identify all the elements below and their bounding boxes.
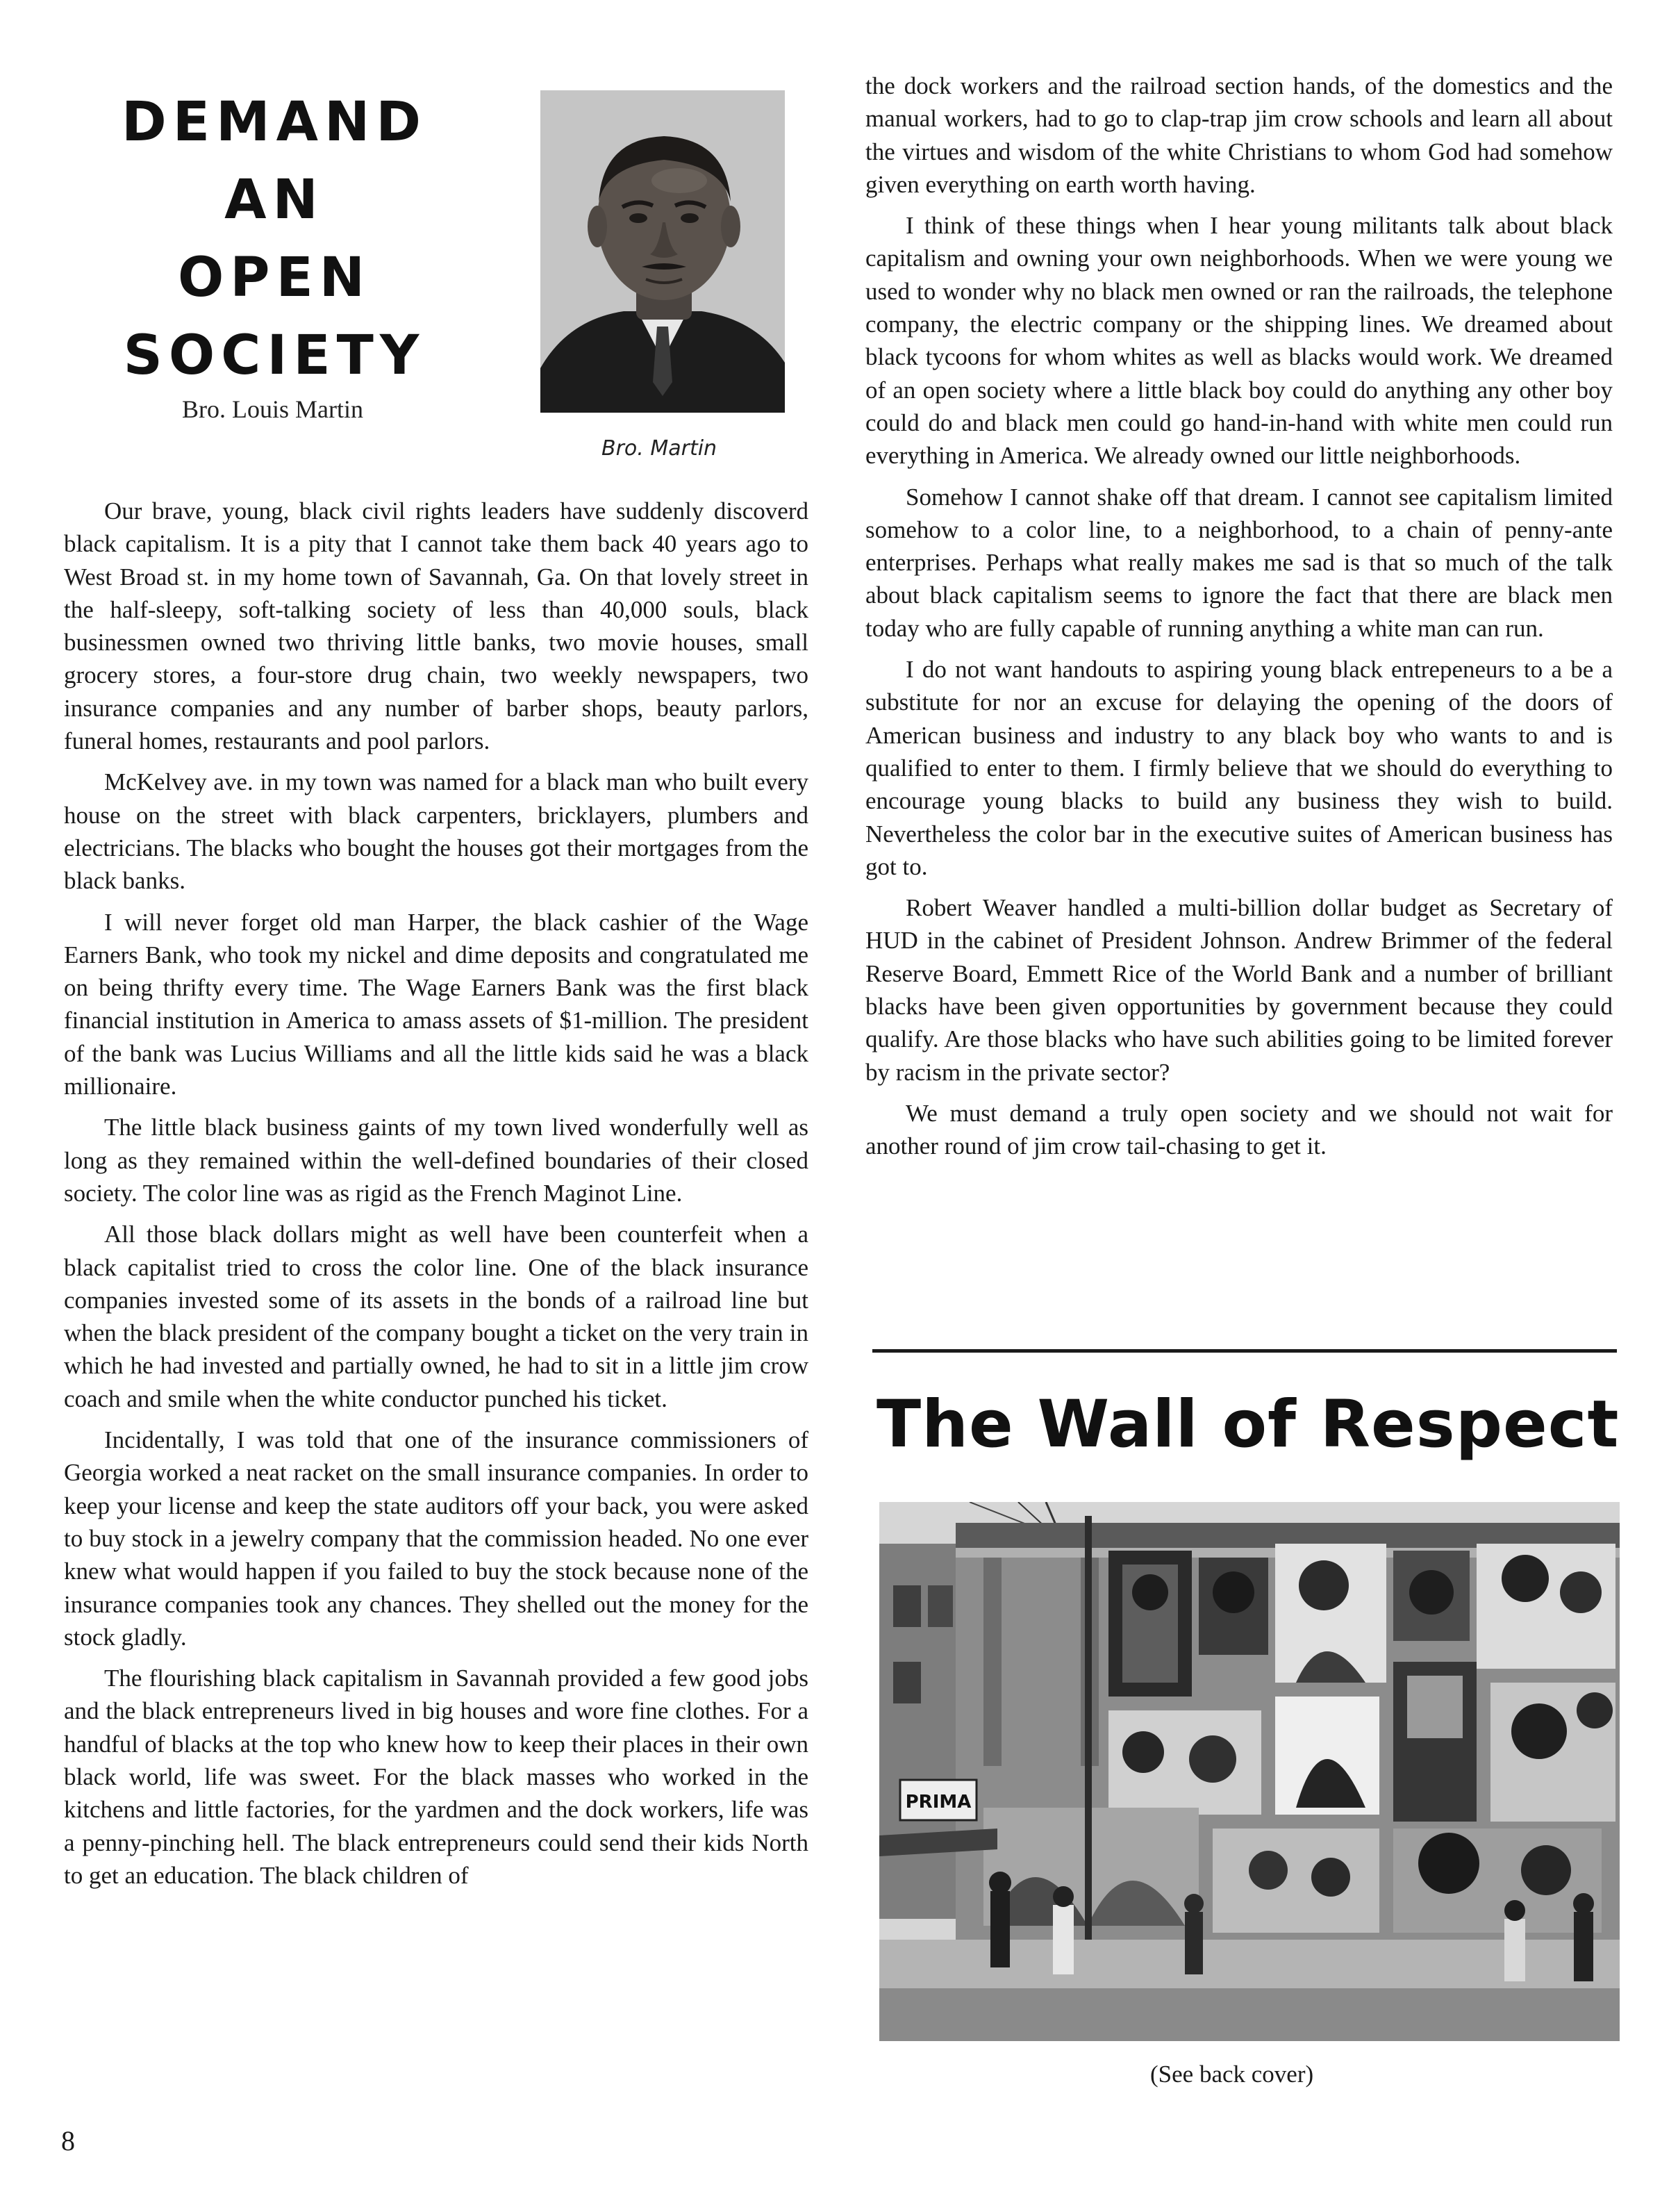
article-title-line: SOCIETY <box>123 324 426 387</box>
article-paragraph: The little black business gaints of my town lived wonderfully well as long as they remained within the well-defined boundaries of their closed society. The color line was as rigid as the French Maginot Line. <box>64 1114 808 1207</box>
article-title-line: OPEN <box>177 247 372 309</box>
article-paragraph: the dock workers and the railroad section hands, of the domestics and the manual workers, had to go to clap-trap jim crow schools and learn all about the virtues and wisdom of the white Christians to whom God had somehow given everything on earth worth having. <box>865 72 1613 198</box>
article-paragraph: Somehow I cannot shake off that dream. I cannot see capitalism limited somehow to a color line, to a neighborhood, to a chain of penny-ante enterprises. Perhaps what really makes me sad is that so much of the talk about black capitalism seems to ignore the fact that there are black men today who are fully capable of running anything a white man can run. <box>865 483 1613 642</box>
portrait-caption: Bro. Martin <box>601 436 717 461</box>
feature-caption: (See back cover) <box>1150 2061 1314 2088</box>
author-byline: Bro. Louis Martin <box>182 395 363 423</box>
wall-of-respect-photo <box>879 1502 1620 2041</box>
article-column-right <box>865 69 1613 1171</box>
article-paragraph: Our brave, young, black civil rights leaders have suddenly discoverd black capitalism. It is a pity that I cannot take them back 40 years ago to West Broad st. in my home town of Savannah, Ga. On that lovely street in the half-sleepy, soft-talking society of less than 40,000 souls, black businessmen owned two thriving little banks, two movie houses, small grocery stores, a four-store drug chain, two weekly newspapers, two insurance companies and any number of barber shops, beauty parlors, funeral homes, restaurants and pool parlors. <box>64 497 808 755</box>
article-column-left <box>64 495 808 1900</box>
author-portrait-photo <box>540 90 785 413</box>
article-title-line: AN <box>224 169 324 231</box>
feature-heading: The Wall of Respect <box>877 1387 1620 1462</box>
article-paragraph: I will never forget old man Harper, the black cashier of the Wage Earners Bank, who took my nickel and dime deposits and congratulated me on being thrifty every time. The Wage Earners Bank was the first black financial institution in America to amass assets of $1-million. The president of the bank was Lucius Williams and all the little kids said he was a black millionaire. <box>64 908 808 1100</box>
page-number: 8 <box>61 2125 75 2156</box>
article-title <box>104 83 445 395</box>
shop-sign-text: PRIMA <box>905 1792 972 1813</box>
article-paragraph: Robert Weaver handled a multi-billion dollar budget as Secretary of HUD in the cabinet of President Johnson. Andrew Brimmer of the federal Reserve Board, Emmett Rice of the World Bank and a number of brilliant blacks have been given opportunities by government because they could qualify. Are those blacks who have such abilities going to be limited forever by racism in the private sector? <box>865 894 1613 1086</box>
article-paragraph: We must demand a truly open society and we should not wait for another round of jim crow tail-chasing to get it. <box>865 1099 1613 1160</box>
section-divider <box>872 1349 1617 1353</box>
article-paragraph: Incidentally, I was told that one of the insurance commissioners of Georgia worked a neat racket on the small insurance companies. In order to keep your license and keep the state auditors off your back, you were asked to buy stock in a jewelry company that the commission headed. No one ever knew what would happen if you failed to buy the stock because none of the insurance companies took any chances. They shelled out the money for the stock gladly. <box>64 1426 808 1651</box>
article-paragraph: The flourishing black capitalism in Savannah provided a few good jobs and the black entrepreneurs lived in big houses and wore fine clothes. For a handful of blacks at the top who knew how to keep their places in their own black world, life was sweet. For the black masses who worked in the kitchens and little factories, for the yardmen and the dock workers, life was a penny-pinching hell. The black entrepreneurs could send their kids North to get an education. The black children of <box>64 1665 808 1889</box>
article-paragraph: I think of these things when I hear young militants talk about black capitalism and owning your own neighborhoods. When we were young we used to wonder why no black men owned or ran the railroads, the telephone company, the electric company or the shipping lines. We dreamed about black tycoons for whom whites as well as blacks would work. We dreamed of an open society where a little black boy could do anything any other boy could do and black men could go hand-in-hand with white men could run everything in America. We already owned our little neighborhoods. <box>865 212 1613 470</box>
article-paragraph: All those black dollars might as well have been counterfeit when a black capitalist tried to cross the color line. One of the black insurance companies invested some of its assets in the bonds of a railroad line but when the black president of the company bought a ticket on the very train in which he had invested and partially owned, he had to sit in a little jim crow coach and smile when the white conductor punched his ticket. <box>64 1221 808 1412</box>
article-title-line: DEMAND <box>121 91 428 154</box>
article-paragraph: McKelvey ave. in my town was named for a black man who built every house on the street with black carpenters, bricklayers, plumbers and electricians. The blacks who bought the houses got their mortgages from the black banks. <box>64 768 808 895</box>
article-paragraph: I do not want handouts to aspiring young black entrepeneurs to a be a substitute for nor an excuse for delaying the opening of the doors of American business and industry to any black boy who wants to and is qualified to enter to them. I firmly believe that we should do everything to encourage young blacks to build any business they wish to build. Nevertheless the color bar in the executive suites of American business has got to. <box>865 656 1613 880</box>
